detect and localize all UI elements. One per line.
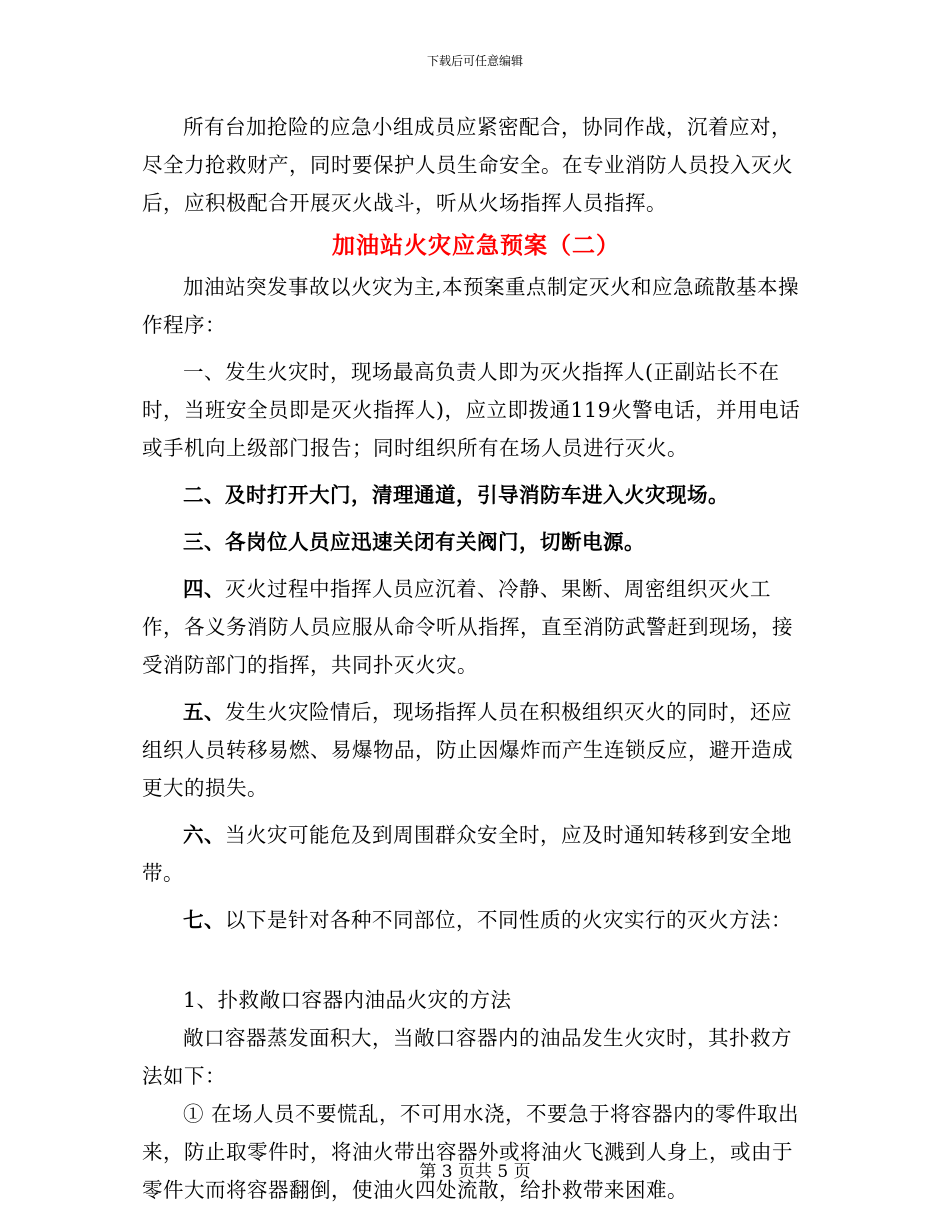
step-7-label: 七、 bbox=[183, 908, 225, 932]
step-6-label: 六、 bbox=[183, 823, 225, 847]
step-5 bbox=[142, 693, 810, 807]
step-7 bbox=[142, 901, 810, 939]
method-1-item-1: ① 在场人员不要慌乱，不可用水浇，不要急于将容器内的零件取出来，防止取零件时，将油火带出容器外或将油火飞溅到人身上，或由于零件大而将容器翻倒，使油火四处流散，给扑救带来困难。 bbox=[142, 1102, 800, 1202]
section-title: 加油站火灾应急预案（二） bbox=[332, 232, 620, 259]
document-body bbox=[142, 108, 810, 1209]
step-4-text: 灭火过程中指挥人员应沉着、冷静、果断、周密组织灭火工作，各义务消防人员应服从命令听从指挥，直至消防武警赶到现场，接受消防部门的指挥，共同扑灭火灾。 bbox=[142, 577, 793, 677]
step-6 bbox=[142, 816, 810, 892]
page-number: 第 3 页共 5 页 bbox=[419, 1162, 531, 1182]
method-1-intro: 敞口容器蒸发面积大，当敞口容器内的油品发生火灾时，其扑救方法如下： bbox=[142, 1026, 792, 1088]
paragraph-intro: 所有台加抢险的应急小组成员应紧密配合，协同作战，沉着应对，尽全力抢救财产，同时要保护人员生命安全。在专业消防人员投入灭火后，应积极配合开展灭火战斗，听从火场指挥人员指挥。 bbox=[142, 115, 793, 215]
paragraph-overview: 加油站突发事故以火灾为主,本预案重点制定灭火和应急疏散基本操作程序： bbox=[142, 275, 800, 337]
step-6-text: 当火灾可能危及到周围群众安全时，应及时通知转移到安全地带。 bbox=[142, 823, 792, 885]
method-1-heading: 1、扑救敞口容器内油品火灾的方法 bbox=[183, 988, 512, 1012]
step-7-text: 以下是针对各种不同部位，不同性质的火灾实行的灭火方法： bbox=[225, 908, 792, 932]
step-5-text: 发生火灾险情后，现场指挥人员在积极组织灭火的同时，还应组织人员转移易燃、易爆物品，防止因爆炸而产生连锁反应，避开造成更大的损失。 bbox=[142, 700, 793, 800]
step-5-label: 五、 bbox=[183, 700, 225, 724]
step-1: 一、发生火灾时，现场最高负责人即为灭火指挥人(正副站长不在时，当班安全员即是灭火指挥人)，应立即拨通119火警电话，并用电话或手机向上级部门报告；同时组织所有在场人员进行灭火。 bbox=[142, 360, 801, 460]
step-3: 三、各岗位人员应迅速关闭有关阀门，切断电源。 bbox=[183, 530, 645, 554]
step-2: 二、及时打开大门，清理通道，引导消防车进入火灾现场。 bbox=[183, 483, 729, 507]
page-header-note: 下载后可任意编辑 bbox=[426, 54, 523, 68]
step-4-label: 四、 bbox=[183, 577, 225, 601]
step-4 bbox=[142, 570, 810, 684]
